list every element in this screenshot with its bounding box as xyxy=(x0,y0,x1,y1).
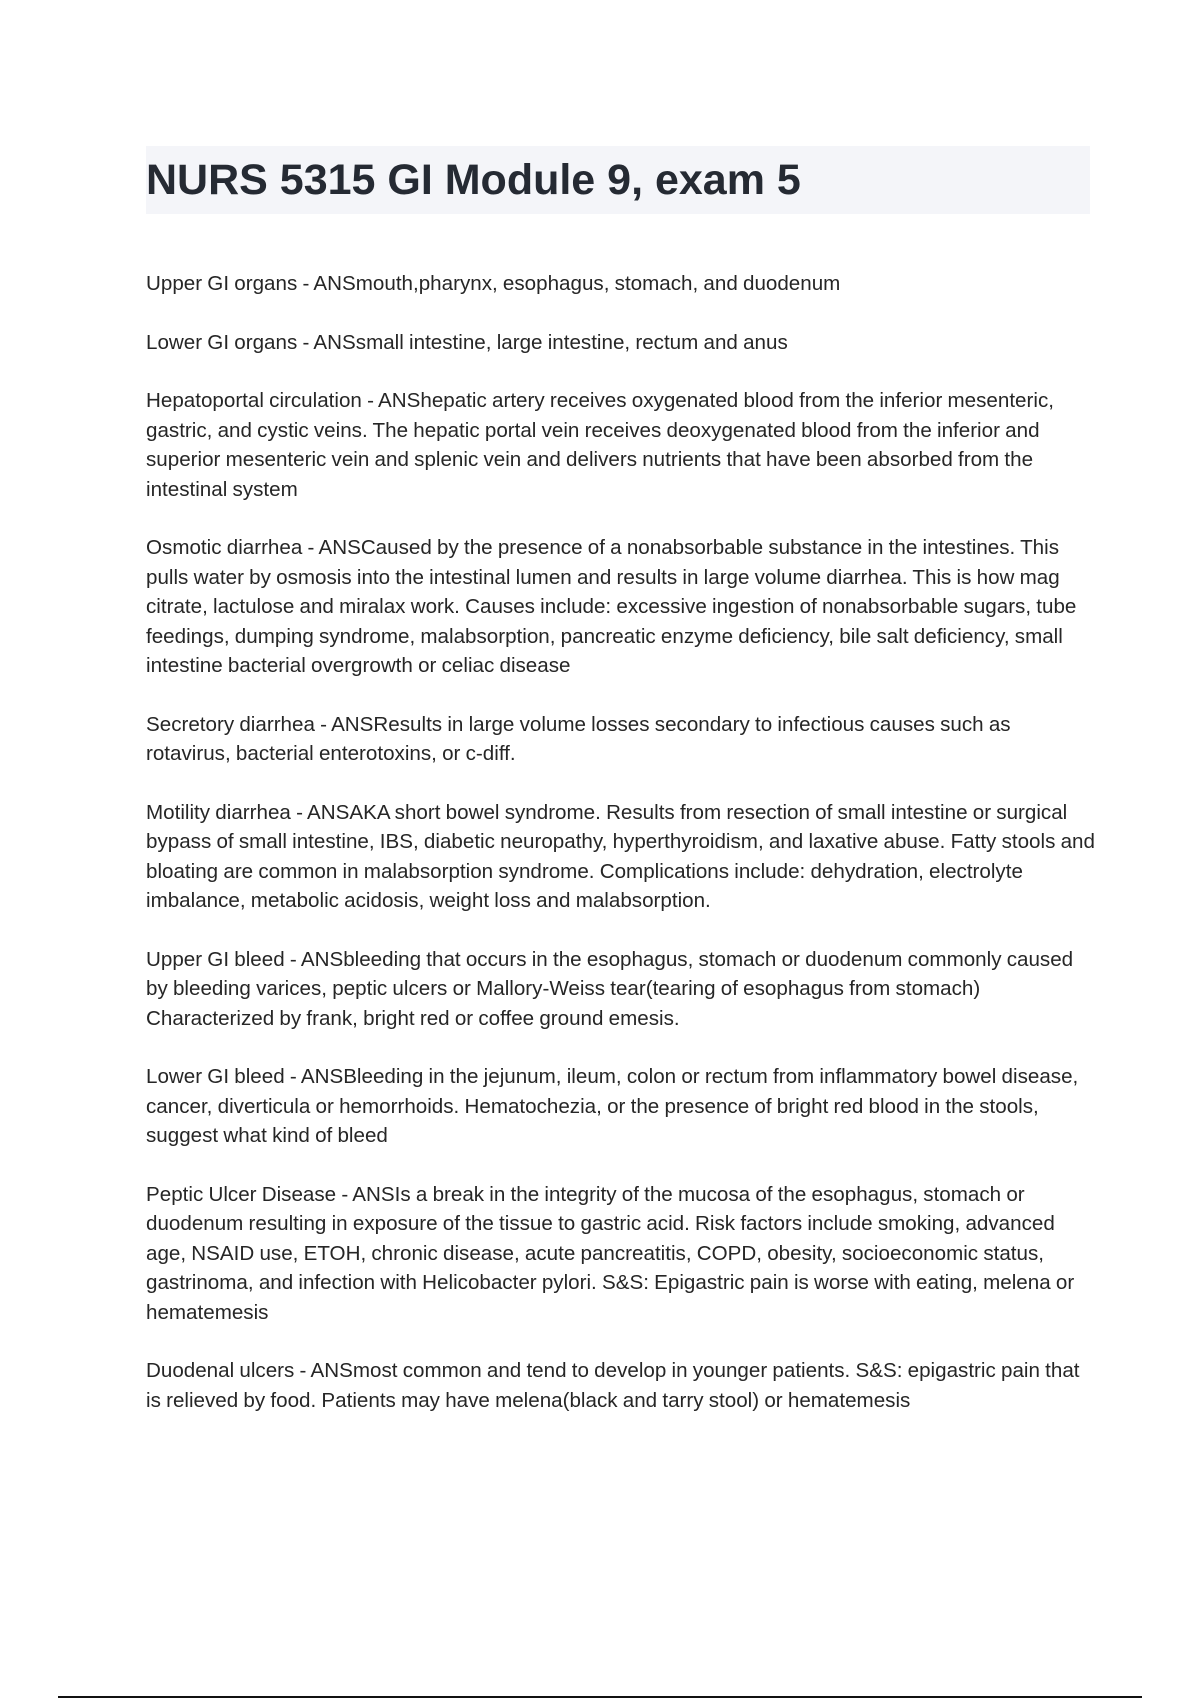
entry-answer: Results in large volume losses secondary to infectious causes such as rotavirus, bacterial enterotoxins, or c-diff. xyxy=(146,712,1011,765)
entry-term: Lower GI bleed xyxy=(146,1065,285,1088)
entry-separator: - ANS xyxy=(294,1359,353,1382)
entry-answer: mouth,pharynx, esophagus, stomach, and duodenum xyxy=(355,272,841,295)
entry-separator: - ANS xyxy=(284,1065,344,1088)
title-banner xyxy=(146,146,1090,214)
entry-term: Motility diarrhea xyxy=(146,800,291,824)
entry-answer: Caused by the presence of a nonabsorbable substance in the intestines. This pulls water by osmosis into the intestinal lumen and results in large volume diarrhea. This is how mag citrate, lactulose and miralax work. Causes include: excessive ingestion of nonabsorbable sugars, tube feedings, dumping syndrome, malabsorption, pancreatic enzyme deficiency, bile salt deficiency, small intestine bacterial overgrowth or celiac disease xyxy=(146,536,1077,677)
flashcard-entry xyxy=(146,1180,1096,1328)
entry-answer: most common and tend to develop in younger patients. S&S: epigastric pain that is relieved by food. Patients may have melena(black and tarry stool) or hematemesis xyxy=(146,1359,1080,1412)
entry-separator: - ANS xyxy=(336,1182,395,1206)
entry-answer: AKA short bowel syndrome. Results from resection of small intestine or surgical bypass of small intestine, IBS, diabetic neuropathy, hyperthyroidism, and laxative abuse. Fatty stools and bloating are common in malabsorption syndrome. Complications include: dehydration, electrolyte imbalance, metabolic acidosis, weight loss and malabsorption. xyxy=(146,800,1095,912)
entry-separator: - ANS xyxy=(361,389,421,412)
entry-answer: bleeding that occurs in the esophagus, stomach or duodenum commonly caused by bleeding varices, peptic ulcers or Mallory-Weiss tear(tearing of esophagus from stomach) Characterized by frank, bright red or coffee ground emesis. xyxy=(146,947,1074,1030)
flashcard-entry xyxy=(146,945,1096,1034)
entry-answer: hepatic artery receives oxygenated blood from the inferior mesenteric, gastric, and cystic veins. The hepatic portal vein receives deoxygenated blood from the inferior and superior mesenteric vein and splenic vein and delivers nutrients that have been absorbed from the intestinal system xyxy=(146,389,1054,501)
flashcard-entry xyxy=(146,269,1096,299)
entry-answer: Is a break in the integrity of the mucosa of the esophagus, stomach or duodenum resulting in exposure of the tissue to gastric acid. Risk factors include smoking, advanced age, NSAID use, ETOH, chronic disease, acute pancreatitis, COPD, obesity, socioeconomic status, gastrinoma, and infection with Helicobacter pylori. S&S: Epigastric pain is worse with eating, melena or hematemesis xyxy=(146,1182,1075,1324)
flashcard-entry xyxy=(146,1062,1096,1151)
flashcard-entry xyxy=(146,328,1096,358)
flashcard-entry xyxy=(146,533,1096,681)
entry-separator: - ANS xyxy=(290,800,350,824)
flashcard-entry xyxy=(146,710,1096,769)
flashcard-entry xyxy=(146,1356,1096,1415)
flashcard-entry xyxy=(146,798,1096,916)
entry-separator: - ANS xyxy=(297,330,356,354)
entry-term: Upper GI organs xyxy=(146,272,298,295)
entry-term: Hepatoportal circulation xyxy=(146,389,362,412)
footer-divider xyxy=(58,1696,1142,1698)
entry-term: Lower GI organs xyxy=(146,330,298,354)
entry-term: Secretory diarrhea xyxy=(146,712,315,736)
entry-answer: small intestine, large intestine, rectum and anus xyxy=(355,330,788,354)
entry-term: Osmotic diarrhea xyxy=(146,536,303,559)
entry-separator: - ANS xyxy=(302,536,361,559)
flashcard-entry xyxy=(146,386,1096,504)
entry-term: Upper GI bleed xyxy=(146,947,285,971)
entry-term: Duodenal ulcers xyxy=(146,1359,295,1382)
page-title: NURS 5315 GI Module 9, exam 5 xyxy=(146,156,801,204)
entry-separator: - ANS xyxy=(314,712,374,736)
entry-answer: Bleeding in the jejunum, ileum, colon or rectum from inflammatory bowel disease, cancer, diverticula or hemorrhoids. Hematochezia, or the presence of bright red blood in the stools, suggest what kind of bleed xyxy=(146,1065,1079,1147)
entry-separator: - ANS xyxy=(284,947,344,971)
entry-term: Peptic Ulcer Disease xyxy=(146,1182,337,1206)
entry-separator: - ANS xyxy=(297,272,356,295)
flashcard-list xyxy=(146,269,1096,1444)
